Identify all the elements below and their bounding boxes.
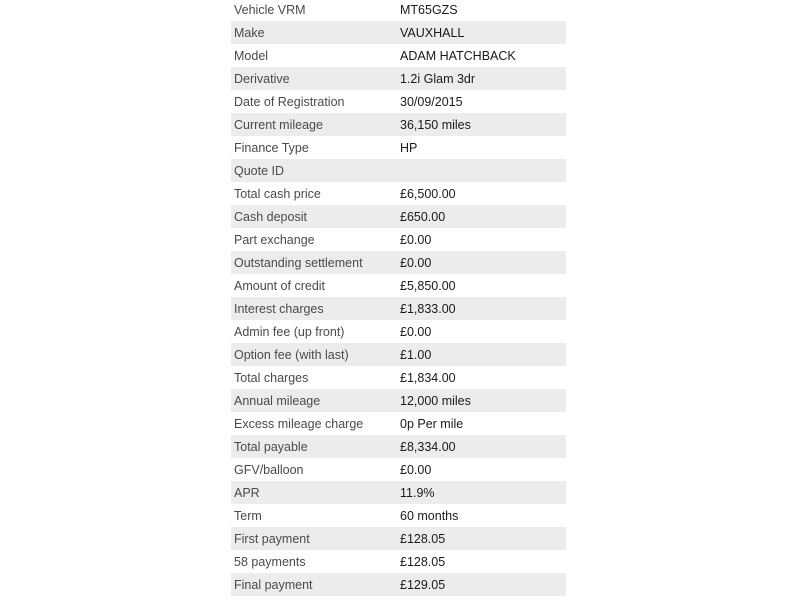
table-row — [231, 251, 566, 274]
row-value: £0.00 — [400, 232, 432, 247]
row-label: First payment — [234, 531, 310, 546]
row-value: 30/09/2015 — [400, 94, 463, 109]
row-label: Option fee (with last) — [234, 347, 349, 362]
table-row — [231, 44, 566, 67]
table-row — [231, 527, 566, 550]
table-row — [231, 0, 566, 21]
row-value: £0.00 — [400, 324, 432, 339]
table-row — [231, 412, 566, 435]
row-label: Derivative — [234, 71, 290, 86]
row-label: Finance Type — [234, 140, 309, 155]
row-label: Term — [234, 508, 262, 523]
table-row — [231, 504, 566, 527]
row-label: Vehicle VRM — [234, 2, 306, 17]
table-row — [231, 21, 566, 44]
table-row — [231, 573, 566, 596]
row-value: 36,150 miles — [400, 117, 471, 132]
table-row — [231, 343, 566, 366]
row-value: £1,834.00 — [400, 370, 456, 385]
row-label: Admin fee (up front) — [234, 324, 345, 339]
row-value: £650.00 — [400, 209, 446, 224]
table-row — [231, 228, 566, 251]
table-row — [231, 182, 566, 205]
row-value: 11.9% — [400, 485, 435, 500]
row-value: £129.05 — [400, 577, 446, 592]
table-row — [231, 297, 566, 320]
row-label: Total charges — [234, 370, 309, 385]
row-label: Total payable — [234, 439, 308, 454]
row-value: £128.05 — [400, 531, 446, 546]
row-label: GFV/balloon — [234, 462, 304, 477]
row-label: Part exchange — [234, 232, 315, 247]
row-value: £5,850.00 — [400, 278, 456, 293]
row-label: Excess mileage charge — [234, 416, 364, 431]
table-row — [231, 366, 566, 389]
row-value: £6,500.00 — [400, 186, 456, 201]
row-value: £1,833.00 — [400, 301, 456, 316]
row-label: Annual mileage — [234, 393, 321, 408]
row-value: ADAM HATCHBACK — [400, 48, 516, 63]
row-label: Final payment — [234, 577, 313, 592]
table-row — [231, 481, 566, 504]
table-row — [231, 159, 566, 182]
row-value: VAUXHALL — [400, 25, 465, 40]
table-row — [231, 136, 566, 159]
row-label: Quote ID — [234, 163, 285, 178]
table-row — [231, 90, 566, 113]
row-label: Model — [234, 48, 269, 63]
row-label: Amount of credit — [234, 278, 326, 293]
row-value: HP — [400, 140, 418, 155]
table-row — [231, 274, 566, 297]
table-row — [231, 67, 566, 90]
table-row — [231, 458, 566, 481]
row-value: £0.00 — [400, 462, 432, 477]
row-value: £0.00 — [400, 255, 432, 270]
table-row — [231, 550, 566, 573]
table-row — [231, 113, 566, 136]
row-value: £8,334.00 — [400, 439, 456, 454]
row-label: Outstanding settlement — [234, 255, 363, 270]
row-label: APR — [234, 485, 260, 500]
row-label: Cash deposit — [234, 209, 307, 224]
finance-quote-table — [231, 0, 566, 596]
row-label: Current mileage — [234, 117, 323, 132]
row-value: £1.00 — [400, 347, 432, 362]
row-value: 1.2i Glam 3dr — [400, 71, 476, 86]
row-label: Make — [234, 25, 265, 40]
row-label: Date of Registration — [234, 94, 345, 109]
table-row — [231, 320, 566, 343]
row-label: Total cash price — [234, 186, 321, 201]
table-row — [231, 435, 566, 458]
row-label: 58 payments — [234, 554, 306, 569]
row-value: £128.05 — [400, 554, 446, 569]
row-value: 60 months — [400, 508, 459, 523]
row-value: 0p Per mile — [400, 416, 464, 431]
row-value: 12,000 miles — [400, 393, 471, 408]
table-row — [231, 205, 566, 228]
table-row — [231, 389, 566, 412]
row-label: Interest charges — [234, 301, 324, 316]
row-value: MT65GZS — [400, 2, 458, 17]
